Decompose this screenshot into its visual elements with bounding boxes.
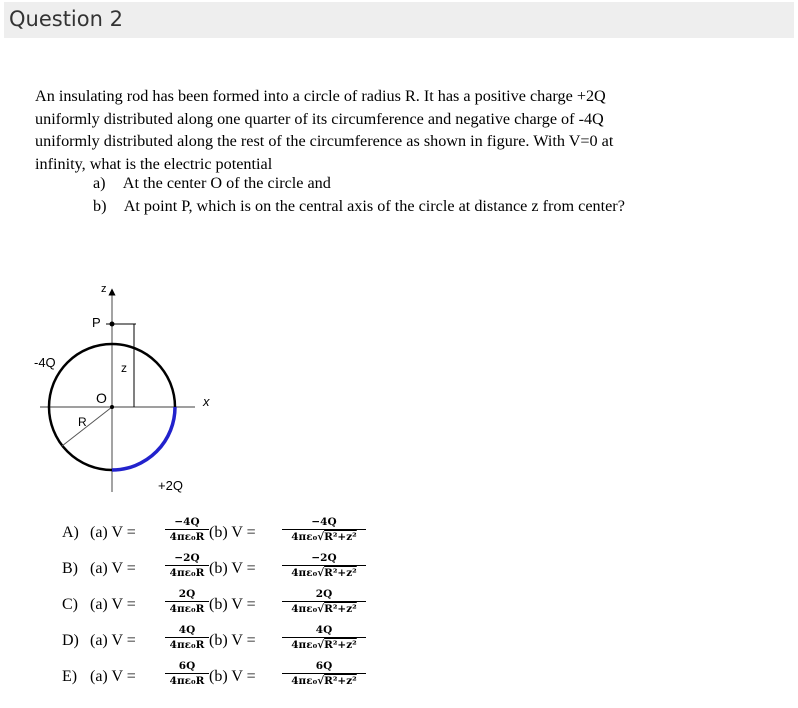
fraction-denominator: 4πε₀R — [169, 567, 205, 579]
part-b-label: (b) V = — [209, 524, 256, 541]
z-axis-label: z — [101, 283, 107, 295]
part-a-label: (a) V = — [90, 560, 136, 577]
radicand: R²+z² — [324, 675, 357, 687]
part-b-label: (b) V = — [209, 560, 256, 577]
radius-line — [62, 407, 112, 446]
part-a-label: (a) V = — [90, 524, 136, 541]
fraction-bar — [282, 565, 366, 566]
option-letter: A) — [62, 524, 79, 541]
option-letter: E) — [62, 668, 78, 685]
fraction-denominator — [291, 531, 357, 543]
fraction-numerator: 2Q — [178, 588, 196, 600]
part-a-fraction — [165, 552, 209, 579]
part-a-fraction — [165, 660, 209, 687]
center-o-label: O — [96, 390, 107, 406]
fraction-numerator: 4Q — [178, 624, 196, 636]
center-o — [110, 405, 114, 409]
part-a-label: (a) V = — [90, 668, 136, 685]
fraction-bar — [165, 529, 209, 530]
part-b-label: (b) V = — [209, 632, 256, 649]
part-a-label: (a) V = — [90, 596, 136, 613]
fraction-numerator: −2Q — [311, 552, 337, 564]
part-b-text: At point P, which is on the central axis of the circle at distance z from center? — [123, 197, 625, 215]
point-p — [110, 322, 115, 327]
fraction-bar — [165, 565, 209, 566]
radicand: R²+z² — [324, 567, 357, 579]
fraction-numerator: −4Q — [174, 516, 200, 528]
fraction-bar — [282, 673, 366, 674]
fraction-denominator — [291, 639, 357, 651]
part-b-fraction — [282, 588, 366, 615]
positive-charge-arc — [112, 407, 175, 470]
fraction-bar — [165, 637, 209, 638]
radicand: R²+z² — [324, 531, 357, 543]
option-a[interactable] — [62, 516, 392, 546]
fraction-bar — [282, 529, 366, 530]
part-b-label: (b) V = — [209, 668, 256, 685]
question-line: uniformly distributed along the rest of the circumference as shown in figure. With V=0 at — [35, 132, 614, 150]
option-b[interactable] — [62, 552, 392, 582]
fraction-denominator: 4πε₀R — [169, 603, 205, 615]
fraction-denominator: 4πε₀R — [169, 531, 205, 543]
fraction-numerator: 2Q — [315, 588, 333, 600]
question-line: An insulating rod has been formed into a circle of radius R. It has a positive charge +2Q — [35, 87, 606, 105]
question-line: infinity, what is the electric potential — [35, 154, 273, 173]
radius-label: R — [78, 415, 87, 429]
option-c[interactable] — [62, 588, 392, 618]
part-a-fraction — [165, 624, 209, 651]
option-letter: B) — [62, 560, 78, 577]
fraction-denominator — [291, 567, 357, 579]
denominator-prefix: 4πε₀√ — [291, 603, 325, 615]
part-a-text: At the center O of the circle and — [122, 174, 331, 192]
fraction-denominator: 4πε₀R — [169, 675, 205, 687]
radicand: R²+z² — [324, 639, 357, 651]
fraction-denominator — [291, 603, 357, 615]
part-b-label: b) — [93, 197, 107, 215]
option-letter: D) — [62, 632, 79, 649]
fraction-numerator: 6Q — [315, 660, 333, 672]
part-a-fraction — [165, 588, 209, 615]
negative-charge-label: -4Q — [34, 355, 56, 370]
fraction-bar — [282, 637, 366, 638]
part-b-fraction — [282, 624, 366, 651]
question-line: uniformly distributed along one quarter of its circumference and negative charge of -4Q — [35, 109, 604, 128]
fraction-numerator: 4Q — [315, 624, 333, 636]
option-d[interactable] — [62, 624, 392, 654]
question-title: Question 2 — [9, 7, 123, 31]
denominator-prefix: 4πε₀√ — [291, 567, 325, 579]
distance-z-label: z — [121, 361, 127, 375]
positive-charge-label: +2Q — [158, 478, 183, 493]
x-axis-label: x — [203, 394, 210, 409]
fraction-denominator — [291, 675, 357, 687]
fraction-numerator: 6Q — [178, 660, 196, 672]
part-b-fraction — [282, 552, 366, 579]
fraction-bar — [282, 601, 366, 602]
fraction-numerator: −4Q — [311, 516, 337, 528]
denominator-prefix: 4πε₀√ — [291, 675, 325, 687]
option-e[interactable] — [62, 660, 392, 690]
fraction-numerator: −2Q — [174, 552, 200, 564]
fraction-bar — [165, 601, 209, 602]
denominator-prefix: 4πε₀√ — [291, 639, 325, 651]
radicand: R²+z² — [324, 603, 357, 615]
point-p-label: P — [92, 315, 101, 330]
part-b-fraction — [282, 516, 366, 543]
part-a-label: (a) V = — [90, 632, 136, 649]
option-letter: C) — [62, 596, 78, 613]
part-a-fraction — [165, 516, 209, 543]
fraction-bar — [165, 673, 209, 674]
part-a-label: a) — [93, 174, 106, 192]
part-b-fraction — [282, 660, 366, 687]
fraction-denominator: 4πε₀R — [169, 639, 205, 651]
part-b-label: (b) V = — [209, 596, 256, 613]
denominator-prefix: 4πε₀√ — [291, 531, 325, 543]
